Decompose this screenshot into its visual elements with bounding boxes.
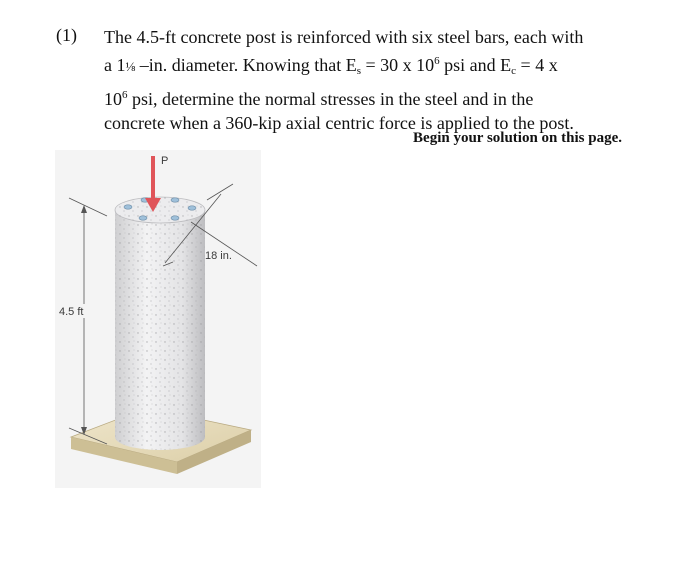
steel-bar-4 (188, 206, 196, 210)
fraction-glyph: ⅛ (125, 59, 136, 74)
text-span: psi, determine the normal stresses in the steel and in the (127, 89, 534, 109)
load-label: P (161, 155, 169, 167)
superscript-exponent: 6 (434, 55, 440, 67)
problem-statement (104, 25, 664, 135)
statement-line-1: The 4.5-ft concrete post is reinforced with six steel bars, each with (104, 27, 584, 47)
text-span: = 4 x (516, 55, 558, 75)
subscript-c: c (511, 65, 517, 77)
text-span: 10 (104, 89, 122, 109)
diameter-label: 18 in. (205, 250, 232, 262)
statement-line-4: concrete when a 360-kip axial centric force is applied to the post. (104, 113, 574, 133)
text-span: a 1 (104, 55, 126, 75)
steel-bar-1 (124, 205, 132, 209)
text-span: –in. diameter. Knowing that E (135, 55, 357, 75)
steel-bar-6 (139, 216, 147, 220)
subscript-s: s (356, 65, 361, 77)
statement-line-3 (104, 83, 664, 111)
concrete-cylinder (115, 197, 205, 450)
height-label: 4.5 ft (59, 306, 84, 318)
post-illustration (55, 150, 261, 488)
text-span: psi and E (439, 55, 512, 75)
superscript-exponent: 6 (122, 89, 128, 101)
text-span: = 30 x 10 (361, 55, 435, 75)
problem-number: (1) (56, 25, 77, 45)
concrete-post-figure (55, 150, 261, 488)
steel-bar-3 (171, 198, 179, 202)
statement-line-2 (104, 49, 664, 83)
begin-solution-note: Begin your solution on this page. (413, 130, 622, 146)
steel-bar-5 (171, 216, 179, 220)
